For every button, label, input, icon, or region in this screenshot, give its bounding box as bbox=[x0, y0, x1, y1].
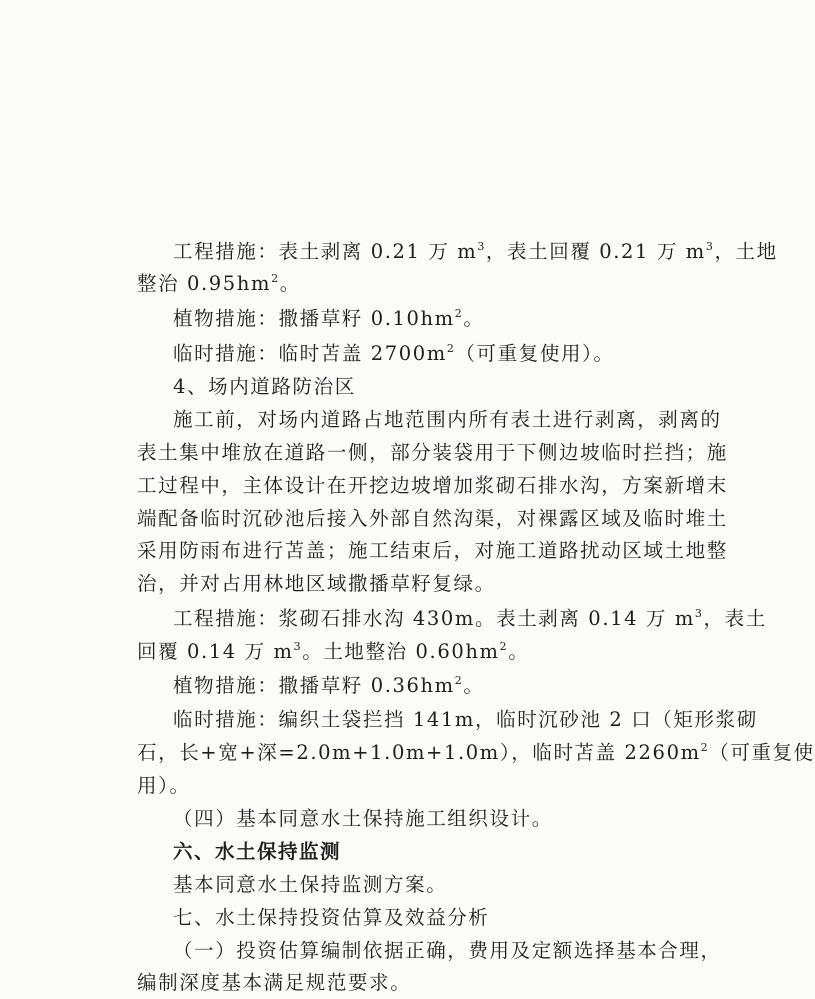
text-line: 回覆 0.14 万 $m^3$。土地整治 $0.60hm^2$。 bbox=[137, 640, 530, 663]
text-line: 植物措施：撒播草籽 $0.10hm^2$。 bbox=[173, 307, 485, 330]
text-line: 编制深度基本满足规范要求。 bbox=[137, 971, 412, 994]
text-line: 治，并对占用林地区域撒播草籽复绿。 bbox=[137, 572, 496, 595]
text-line: 表土集中堆放在道路一侧，部分装袋用于下侧边坡临时拦挡；施 bbox=[137, 441, 728, 464]
text-line: 端配备临时沉砂池后接入外部自然沟渠，对裸露区域及临时堆土 bbox=[137, 507, 728, 530]
text-line: 工程措施：浆砌石排水沟 430m。表土剥离 0.14 万 $m^3$，表土 bbox=[173, 607, 767, 630]
section-heading: 4、场内道路防治区 bbox=[173, 375, 356, 398]
section-heading: 六、水土保持监测 bbox=[173, 840, 342, 863]
text-line: 工程措施：表土剥离 0.21 万 $m^3$，表土回覆 0.21 万 $m^3$，土地 bbox=[173, 240, 778, 263]
text-line: （四）基本同意水土保持施工组织设计。 bbox=[173, 807, 553, 830]
text-line: 工过程中，主体设计在开挖边坡增加浆砌石排水沟，方案新增末 bbox=[137, 474, 728, 497]
text-line: 用）。 bbox=[137, 774, 191, 797]
text-line: 采用防雨布进行苫盖；施工结束后，对施工道路扰动区域土地整 bbox=[137, 539, 728, 562]
text-line: 临时措施：编织土袋拦挡 141m，临时沉砂池 2 口（矩形浆砌 bbox=[173, 708, 758, 731]
text-line: 施工前，对场内道路占地范围内所有表土进行剥离，剥离的 bbox=[173, 408, 722, 431]
section-heading: 七、水土保持投资估算及效益分析 bbox=[173, 906, 490, 929]
text-line: 基本同意水土保持监测方案。 bbox=[173, 873, 448, 896]
text-line: 植物措施：撒播草籽 $0.36hm^2$。 bbox=[173, 674, 485, 697]
text-line: 石，长+宽+深=2.0m+1.0m+1.0m），临时苫盖 $2260m^2$（可重复使 bbox=[137, 741, 815, 764]
text-line: 整治 $0.95hm^2$。 bbox=[137, 272, 301, 295]
text-line: （一）投资估算编制依据正确，费用及定额选择基本合理， bbox=[173, 939, 722, 962]
text-line: 临时措施：临时苫盖 $2700m^2$（可重复使用）。 bbox=[173, 342, 615, 365]
